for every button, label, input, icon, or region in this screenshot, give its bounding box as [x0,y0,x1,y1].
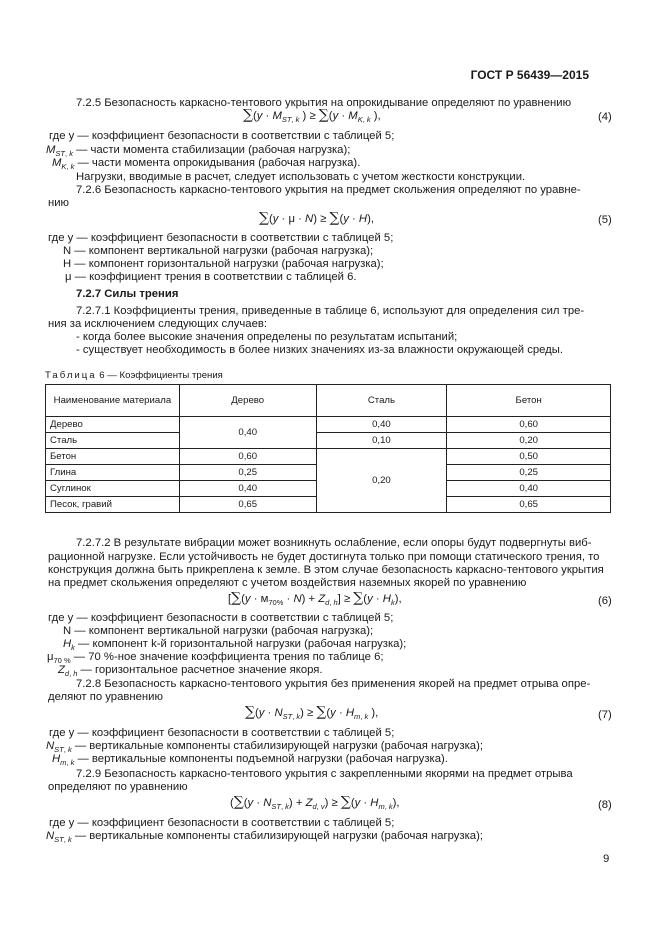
mu70-definition: $\mu_{70 \%}$ — 70 %-ное значение коэффициента трения по таблице 6; [47,651,384,665]
paragraph-7-2-6-line2: нию [48,197,70,209]
mu-definition-5: μ — коэффициент трения в соответствии с таблицей 6. [65,271,357,283]
zdh-definition: $Z_{d, h}$ — горизонтальное расчетное значение якоря. [58,664,323,678]
table-header-row [46,385,611,417]
n-definition-5: N — компонент вертикальной нагрузки (рабочая нагрузка); [63,245,374,257]
table-row [46,417,611,433]
hmk-definition-text: — вертикальные компоненты подъемной нагрузки (рабочая нагрузка). [74,753,448,765]
where-y-5: где y — коэффициент безопасности в соответствии с таблицей 5; [48,232,394,244]
paragraph-7-2-5: 7.2.5 Безопасность каркасно-тентового укрытия на опрокидывание определяют по уравнению [76,97,572,109]
table-row [46,433,611,449]
cell-steel: 0,20 [316,449,447,513]
cell-concrete: 0,50 [447,449,611,465]
nst-definition-8-text: — вертикальные компоненты стабилизирующей нагрузки (рабочая нагрузка); [71,830,483,842]
cell-steel: 0,40 [316,417,447,433]
where-y-4: где y — коэффициент безопасности в соответствии с таблицей 5; [49,130,395,142]
cell-concrete: 0,40 [447,481,611,497]
h-definition-5: H — компонент горизонтальной нагрузки (рабочая нагрузка); [63,258,384,270]
formula-5: ∑(y · μ · N) ≥ ∑(y · H), [259,210,374,226]
table-row [46,449,611,465]
cell-material: Суглинок [46,481,180,497]
mst-definition: $M_{ST, k}$ — части момента стабилизации (рабочая нагрузка); [46,144,351,158]
mu70-definition-text: — 70 %-ное значение коэффициента трения по таблице 6; [70,651,384,663]
cell-steel: 0,10 [316,433,447,449]
paragraph-7-2-6-line1: 7.2.6 Безопасность каркасно-тентового укрытия на предмет скольжения определяют по уравне- [76,184,581,196]
paragraph-7-2-7-2-line4: на предмет скольжения определяют с учетом воздействия наземных якорей по уравнению [48,577,527,589]
document-number: ГОСТ Р 56439—2015 [470,68,589,82]
table-6-caption-rest: 6 — Коэффициенты трения [99,370,223,381]
header-concrete: Бетон [447,385,611,417]
cell-wood: 0,40 [179,417,316,449]
paragraph-7-2-7-1-line2: ния за исключением следующих случаев: [48,318,268,330]
cell-wood: 0,65 [179,497,316,513]
bullet-1: - когда более высокие значения определены по результатам испытаний; [76,331,458,343]
nst-definition-7-text: — вертикальные компоненты стабилизирующей нагрузки (рабочая нагрузка); [71,740,483,752]
friction-table [45,384,611,513]
formula-8-number: (8) [598,799,612,811]
cell-wood: 0,40 [179,481,316,497]
nst-definition-7: $N_{ST, k}$ — вертикальные компоненты стабилизирующей нагрузки (рабочая нагрузка); [46,740,483,754]
cell-concrete: 0,65 [447,497,611,513]
mk-definition: $M_{K, k}$ — части момента опрокидывания (рабочая нагрузка). [52,157,361,171]
paragraph-7-2-8-line1: 7.2.8 Безопасность каркасно-тентового укрытия без применения якорей на предмет отрыва опре- [76,678,591,690]
where-y-7: где y — коэффициент безопасности в соответствии с таблицей 5; [49,727,395,739]
paragraph-7-2-7-1-line1: 7.2.7.1 Коэффициенты трения, приведенные в таблице 6, используют для определения сил тре- [76,305,585,317]
section-7-2-7-title: 7.2.7 Силы трения [76,288,179,300]
cell-concrete: 0,60 [447,417,611,433]
hk-definition-text: — компонент k-й горизонтальной нагрузки (рабочая нагрузка); [74,638,407,650]
nst-definition-8: $N_{ST, k}$ — вертикальные компоненты стабилизирующей нагрузки (рабочая нагрузка); [46,830,483,844]
cell-wood: 0,25 [179,465,316,481]
header-steel: Сталь [316,385,447,417]
cell-wood: 0,60 [179,449,316,465]
table-6-caption-word: Таблица [45,370,97,381]
paragraph-7-2-7-2-line1: 7.2.7.2 В результате вибрации может возникнуть ослабление, если опоры будут подвергнуты виб- [76,537,592,549]
mst-definition-text: — части момента стабилизации (рабочая нагрузка); [72,144,351,156]
cell-material: Глина [46,465,180,481]
formula-7: $\sum(y \cdot N_{ST, k}) \ge \sum(y \cdot H_{m, k}$ ), [245,704,379,721]
paragraph-7-2-7-2-line2: рационной нагрузке. Если устойчивость не будет достигнута только при помощи статического трения, то [48,551,600,563]
formula-7-number: (7) [598,709,612,721]
formula-6: $[\sum(y \cdot м_{70\%} \cdot N) + Z_{d, h}] \ge \sum(y \cdot H_k)$, [228,590,402,607]
table-6-caption [45,370,223,381]
formula-6-number: (6) [598,595,612,607]
loads-note: Нагрузки, вводимые в расчет, следует использовать с учетом жесткости конструкции. [76,171,526,183]
page-number: 9 [603,853,610,865]
hmk-definition: $H_{m, k}$ — вертикальные компоненты подъемной нагрузки (рабочая нагрузка). [52,753,448,767]
where-y-8: где y — коэффициент безопасности в соответствии с таблицей 5; [49,817,395,829]
formula-8: $(\sum(y \cdot N_{ST, k}) + Z_{d, v}) \ge \sum(y \cdot H_{m, k})$, [230,794,400,811]
paragraph-7-2-7-2-line3: конструкция должна быть прикреплена к земле. В этом случае безопасность каркасно-тентового укрытия [48,564,604,576]
formula-4-number: (4) [598,111,612,123]
cell-material: Сталь [46,433,180,449]
where-y-6: где y — коэффициент безопасности в соответствии с таблицей 5; [48,612,394,624]
cell-material: Бетон [46,449,180,465]
header-wood: Дерево [179,385,316,417]
cell-concrete: 0,20 [447,433,611,449]
formula-5-number: (5) [598,214,612,226]
paragraph-7-2-9-line2: определяют по уравнению [48,781,188,793]
cell-material: Дерево [46,417,180,433]
bullet-2: - существует необходимость в более низких значениях из-за влажности окружающей среды. [76,344,564,356]
header-material: Наименование материала [46,385,180,417]
cell-material: Песок, гравий [46,497,180,513]
paragraph-7-2-9-line1: 7.2.9 Безопасность каркасно-тентового укрытия с закрепленными якорями на предмет отрыва [76,768,573,780]
paragraph-7-2-8-line2: деляют по уравнению [48,691,163,703]
formula-4: $\sum(y \cdot M_{ST, k}$ ) ≥ $\sum(y \cdot M_{K, k}$ ), [243,107,381,124]
cell-concrete: 0,25 [447,465,611,481]
n-definition-6: N — компонент вертикальной нагрузки (рабочая нагрузка); [63,625,374,637]
mk-definition-text: — части момента опрокидывания (рабочая нагрузка). [74,157,361,169]
hk-definition: $H_k$ — компонент k-й горизонтальной нагрузки (рабочая нагрузка); [63,638,407,652]
zdh-definition-text: — горизонтальное расчетное значение якоря. [77,664,323,676]
